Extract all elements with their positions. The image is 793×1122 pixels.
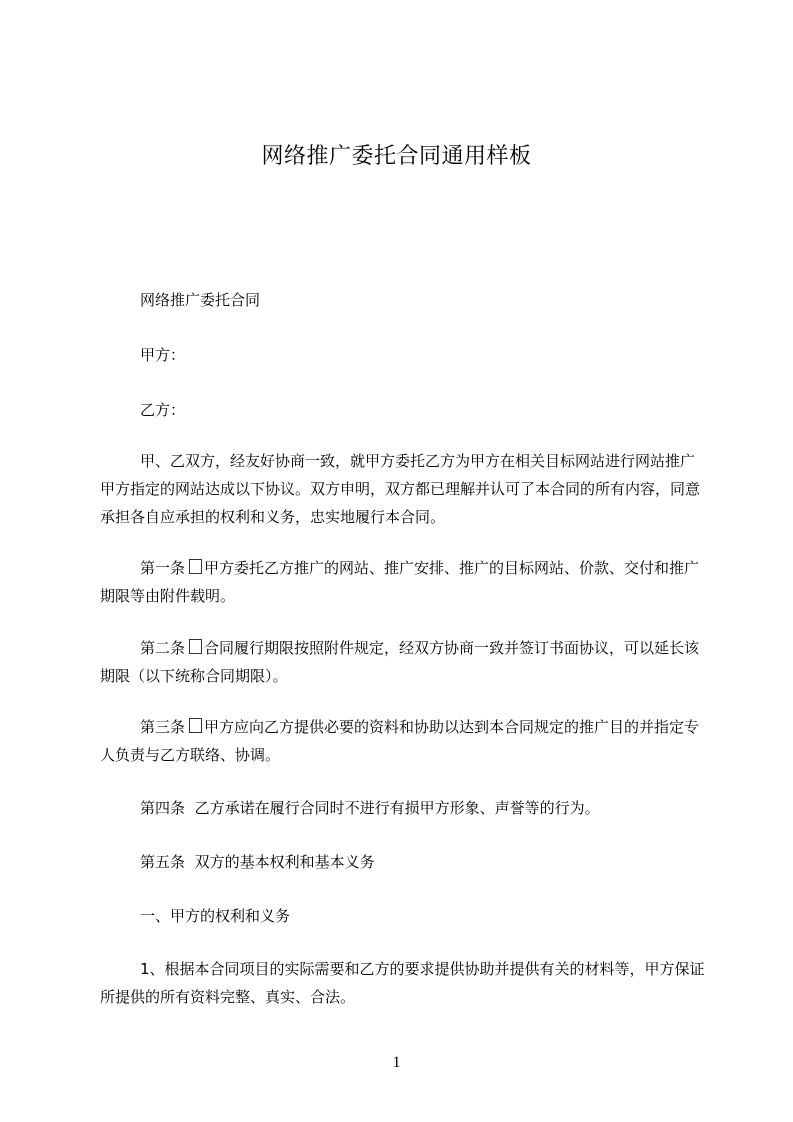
intro-paragraph: 甲、乙双方，经友好协商一致，就甲方委托乙方为甲方在相关目标网站进行网站推广甲方指定的网站达成以下协议。双方申明，双方都已理解并认可了本合同的所有内容，同意承担各自应承担的权利和义务，忠实地履行本合同。 (100, 452, 701, 526)
item-1-paragraph: 1、根据本合同项目的实际需要和乙方的要求提供协助并提供有关的材料等，甲方保证所提供的所有资料完整、真实、合法。 (100, 960, 705, 1006)
article-3-text: 甲方应向乙方提供必要的资料和协助以达到本合同规定的推广目的并指定专人负责与乙方联络、协调。 (100, 718, 700, 764)
document-title: 网络推广委托合同通用样板 (261, 144, 532, 169)
article-1-label: 第一条 (140, 559, 186, 577)
article-1 (100, 554, 705, 610)
article-5-text: 双方的基本权利和基本义务 (194, 853, 375, 871)
article-4-text: 乙方承诺在履行合同时不进行有损甲方形象、声誉等的行为。 (194, 799, 600, 817)
contract-heading: 网络推广委托合同 (140, 291, 261, 309)
article-5-label: 第五条 (140, 853, 186, 871)
article-3-label: 第三条 (140, 718, 186, 736)
page-number: 1 (392, 1054, 401, 1071)
article-4 (100, 794, 705, 822)
section-1-heading: 一、甲方的权利和义务 (140, 907, 291, 925)
article-3 (100, 713, 705, 769)
article-2-text: 合同履行期限按照附件规定，经双方协商一致并签订书面协议，可以延长该期限（以下统称合同期限）。 (100, 639, 700, 685)
checkbox-placeholder-icon (189, 559, 202, 574)
article-2-label: 第二条 (140, 639, 186, 657)
article-5 (100, 848, 705, 876)
article-1-text: 甲方委托乙方推广的网站、推广安排、推广的目标网站、价款、交付和推广期限等由附件载明。 (100, 559, 700, 605)
checkbox-placeholder-icon (189, 639, 202, 654)
party-b-line: 乙方： (140, 401, 186, 419)
article-4-label: 第四条 (140, 799, 186, 817)
article-2 (100, 634, 705, 690)
checkbox-placeholder-icon (189, 718, 202, 733)
party-a-line: 甲方： (140, 346, 186, 364)
